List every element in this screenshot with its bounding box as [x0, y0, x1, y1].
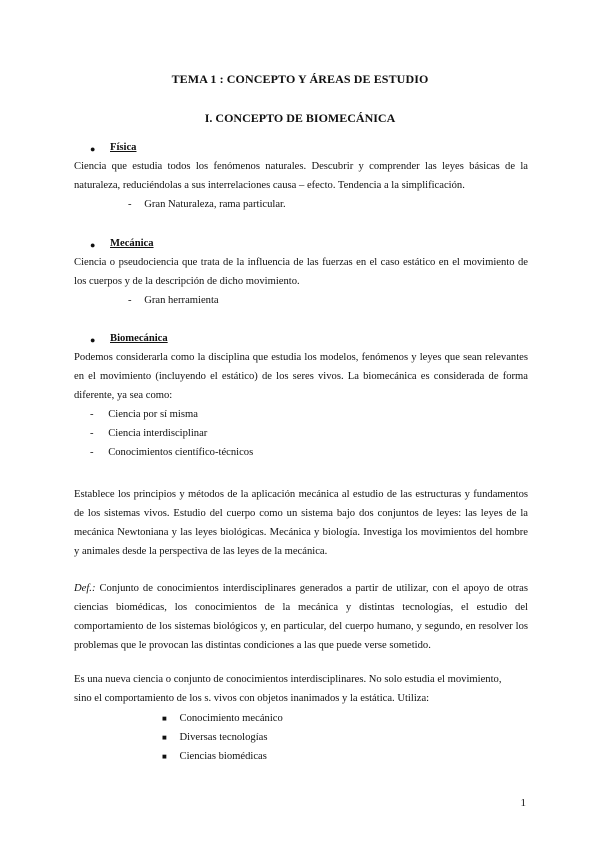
dash-icon: -	[128, 199, 132, 210]
paragraph-utiliza-line-2: sino el comportamiento de los s. vivos con objetos inanimados y la estática. Utiliza:	[74, 693, 430, 704]
list-item: ■ Conocimiento mecánico	[162, 713, 283, 724]
definition-text: Conjunto de conocimientos interdisciplinares generados a partir de utilizar, con el apoyo de otras ciencias biomédicas, los conocimientos de la mecánica y distintas tecnologías, el estudio del comportamiento de los sistemas biológicos y, en particular, del cuerpo humano, y segundo, en resolver los problemas que le provocan las distintas condiciones a las que puede verse sometido.	[74, 583, 528, 651]
square-bullet-icon: ■	[162, 752, 167, 761]
page-title: TEMA 1 : CONCEPTO Y ÁREAS DE ESTUDIO	[171, 72, 429, 86]
list-item: - Ciencia por sí misma	[90, 409, 198, 420]
dash-icon: -	[128, 295, 132, 306]
paragraph-utiliza-line-1: Es una nueva ciencia o conjunto de conocimientos interdisciplinares. No solo estudia el movimiento,	[74, 674, 502, 685]
bullet-icon: ●	[90, 144, 96, 154]
heading-mecanica: Mecánica	[110, 238, 154, 249]
list-item: - Ciencia interdisciplinar	[90, 428, 208, 439]
mecanica-sub-item-text: Gran herramienta	[144, 295, 219, 306]
mecanica-text: Ciencia o pseudociencia que trata de la influencia de las fuerzas en el caso estático en el movimiento de los cuerpos y de la descripción de dicho movimiento.	[74, 257, 528, 287]
dash-icon: -	[90, 447, 94, 458]
list-item: - Conocimientos científico-técnicos	[90, 447, 254, 458]
bullet-icon: ●	[90, 240, 96, 250]
dash-icon: -	[90, 409, 94, 420]
list-item: ■ Diversas tecnologías	[162, 732, 268, 743]
paragraph-principios: Establece los principios y métodos de la aplicación mecánica al estudio de las estructuras y fundamentos de los sistemas vivos. Estudio del cuerpo como un sistema bajo dos conjuntos de leyes: las leyes de la mecánica Newtoniana y las leyes biológicas. Mecánica y biología. Investiga los movimientos del hombre y animales desde la perspectiva de las leyes de la mecánica.	[74, 489, 528, 557]
section-title: I. CONCEPTO DE BIOMECÁNICA	[204, 111, 396, 125]
definition-paragraph	[74, 579, 528, 655]
dash-icon: -	[90, 428, 94, 439]
heading-biomecanica: Biomecánica	[110, 333, 168, 344]
fisica-sub-item	[128, 199, 286, 210]
fisica-text: Ciencia que estudia todos los fenómenos naturales. Descubrir y comprender las leyes básicas de la naturaleza, reduciéndolas a sus interrelaciones causa – efecto. Tendencia a la simplificación.	[74, 161, 528, 191]
fisica-sub-item-text: Gran Naturaleza, rama particular.	[144, 199, 286, 210]
heading-fisica: Física	[110, 142, 137, 153]
bullet-icon: ●	[90, 335, 96, 345]
page-number: 1	[520, 797, 526, 809]
definition-label: Def.:	[74, 583, 96, 594]
mecanica-sub-item	[128, 295, 219, 306]
biomecanica-text: Podemos considerarla como la disciplina que estudia los modelos, fenómenos y leyes que sean relevantes en el movimiento (incluyendo el estático) de los seres vivos. La biomecánica es considerada de forma diferente, ya sea como:	[74, 352, 528, 401]
square-bullet-icon: ■	[162, 714, 167, 723]
list-item: ■ Ciencias biomédicas	[162, 751, 267, 762]
square-bullet-icon: ■	[162, 733, 167, 742]
